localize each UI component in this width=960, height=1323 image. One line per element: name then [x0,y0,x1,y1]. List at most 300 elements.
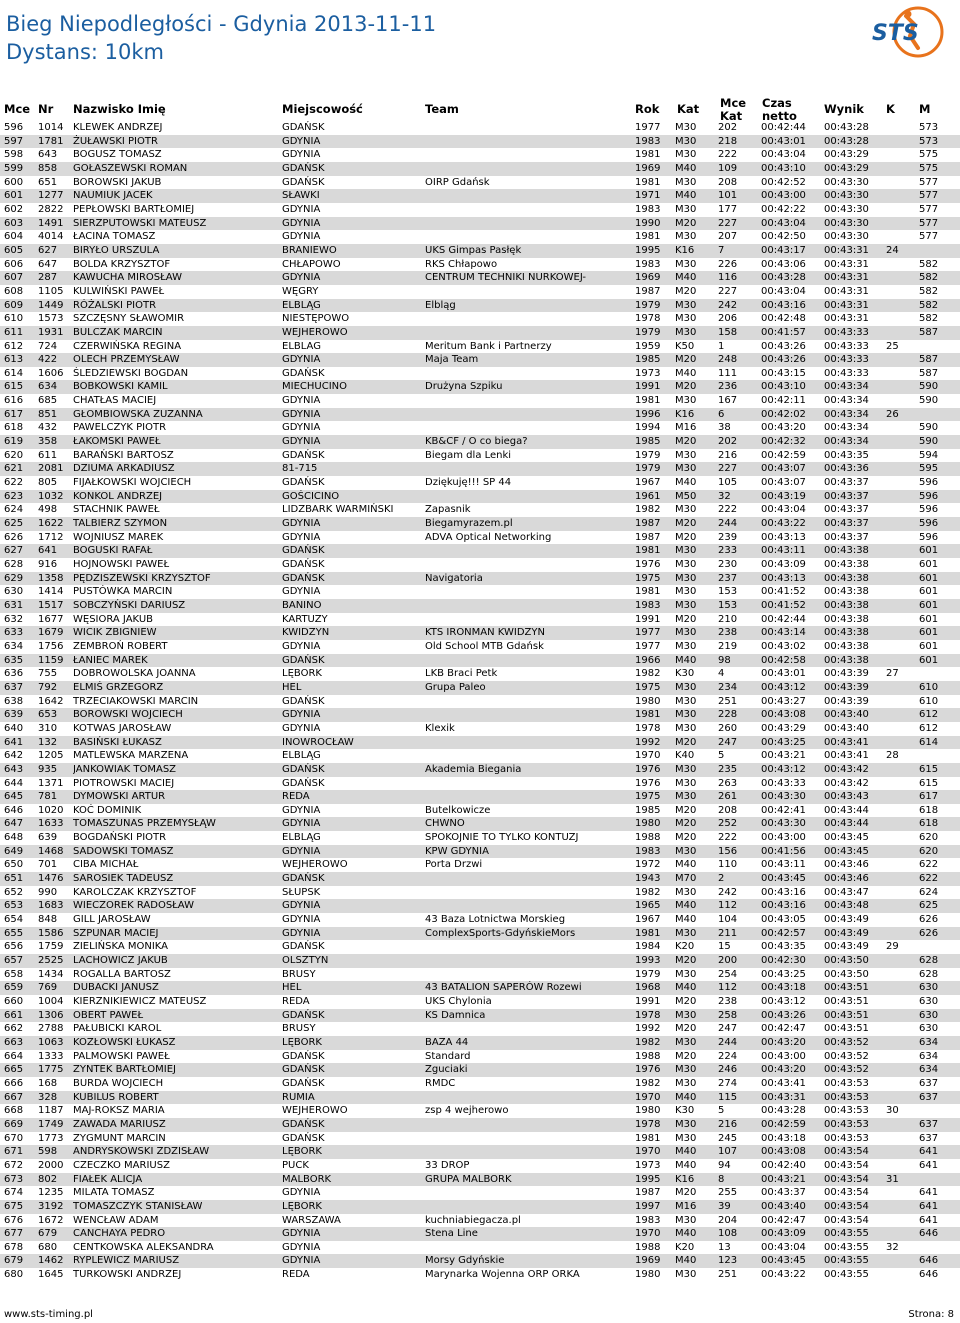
cell-cat: M20 [675,354,697,366]
cell-czas-netto: 00:43:20 [761,1064,806,1076]
cell-name: ŻUŁAWSKI PIOTR [73,135,158,147]
table-row [0,1050,960,1064]
cell-czas-netto: 00:42:48 [761,313,806,325]
cell-team: 43 Baza Lotnictwa Morskieg [425,914,566,926]
cell-year: 1969 [635,272,661,284]
cell-mce-kat: 110 [718,859,738,871]
cell-cat: K16 [675,244,695,256]
cell-city: WĘGRY [282,285,319,297]
cell-result: 00:43:38 [824,640,869,652]
cell-mce-kat: 233 [718,545,738,557]
cell-team: CENTRUM TECHNIKI NURKOWEJ- [425,272,587,284]
col-city: Miejscowość [282,102,363,116]
cell-nr: 1462 [38,1255,64,1267]
cell-mce: 599 [4,162,24,174]
cell-year: 1987 [635,285,661,297]
cell-result: 00:43:30 [824,190,869,202]
cell-m: 596 [919,531,939,543]
cell-m: 637 [919,1118,939,1130]
cell-czas-netto: 00:43:12 [761,763,806,775]
cell-mce-kat: 251 [718,1269,738,1281]
col-team: Team [425,102,459,116]
cell-m: 641 [919,1200,939,1212]
table-row [0,886,960,900]
cell-result: 00:43:38 [824,559,869,570]
cell-nr: 701 [38,859,58,871]
cell-nr: 1712 [38,531,64,543]
cell-city: GDYNIA [282,231,321,243]
cell-year: 1961 [635,490,661,502]
cell-mce: 608 [4,285,24,297]
cell-city: LĘBORK [282,1036,322,1048]
cell-mce-kat: 105 [718,477,738,489]
cell-city: GDAŃSK [282,559,325,570]
cell-result: 00:43:49 [824,927,869,939]
cell-czas-netto: 00:42:52 [761,176,806,188]
cell-name: PALMOWSKI PAWEŁ [73,1050,170,1062]
cell-name: BOGDAŃSKI PIOTR [73,832,167,844]
cell-nr: 1672 [38,1214,64,1226]
cell-czas-netto: 00:43:30 [761,818,806,830]
table-row [0,380,960,394]
cell-city: GDAŃSK [282,654,325,666]
cell-city: GDAŃSK [282,1009,325,1021]
cell-name: ZAWADA MARIUSZ [73,1118,166,1130]
cell-mce: 630 [4,586,24,598]
cell-m: 630 [919,996,939,1007]
cell-city: BRUSY [282,968,316,980]
table-row [0,189,960,203]
cell-czas-netto: 00:43:26 [761,1009,806,1021]
cell-mce-kat: 109 [718,162,738,174]
table-row [0,599,960,613]
cell-m: 575 [919,149,939,161]
cell-result: 00:43:45 [824,832,869,844]
cell-name: NAUMIUK JACEK [73,190,153,202]
cell-result: 00:43:52 [824,1064,869,1076]
cell-mce: 618 [4,422,24,434]
cell-year: 1982 [635,1077,661,1089]
cell-team: RMDC [425,1077,456,1089]
table-row [0,777,960,791]
cell-result: 00:43:50 [824,968,869,980]
cell-czas-netto: 00:42:40 [761,1159,806,1171]
cell-m: 587 [919,367,939,379]
cell-city: GDAŃSK [282,777,325,789]
cell-city: GDYNIA [282,900,321,912]
cell-year: 1982 [635,504,661,516]
cell-result: 00:43:31 [824,244,869,256]
table-row [0,1241,960,1255]
cell-result: 00:43:28 [824,135,869,147]
cell-name: WENCŁAW ADAM [73,1214,159,1226]
cell-czas-netto: 00:42:50 [761,231,806,243]
table-row [0,613,960,627]
cell-mce-kat: 224 [718,1050,738,1062]
cell-team: 43 BATALION SAPERÓW Rozewi [425,982,582,994]
cell-city: GDYNIA [282,518,321,530]
cell-city: GDAŃSK [282,449,325,461]
cell-city: GDYNIA [282,722,321,734]
cell-name: ŁAKOMSKI PAWEŁ [73,436,161,448]
cell-year: 1970 [635,1228,661,1240]
table-row [0,572,960,586]
cell-team: GRUPA MALBORK [425,1173,512,1185]
cell-mce: 623 [4,490,24,502]
cell-mce: 656 [4,941,24,953]
cell-name: WIECZOREK RADOSŁAW [73,900,194,912]
table-row [0,749,960,763]
cell-name: SIERZPUTOWSKI MATEUSZ [73,217,207,229]
footer-url[interactable]: www.sts-timing.pl [4,1309,93,1320]
cell-result: 00:43:36 [824,463,869,475]
cell-m: 622 [919,859,939,871]
cell-name: TOMASZCZYK STANISŁAW [73,1200,203,1212]
cell-year: 1982 [635,1036,661,1048]
cell-nr: 1586 [38,927,64,939]
cell-name: PAŁUBICKI KAROL [73,1023,162,1035]
cell-name: KAWUCHA MIROSŁAW [73,272,182,284]
cell-result: 00:43:54 [824,1173,869,1185]
cell-name: HOJNOWSKI PAWEŁ [73,559,170,570]
cell-city: 81-715 [282,463,318,475]
cell-mce: 636 [4,668,24,680]
cell-nr: 611 [38,449,58,461]
cell-mce-kat: 112 [718,900,738,912]
cell-cat: K20 [675,941,695,953]
cell-cat: M30 [675,299,697,311]
cell-m: 620 [919,845,939,857]
cell-nr: 1683 [38,900,64,912]
cell-m: 615 [919,777,939,789]
cell-nr: 1205 [38,750,64,762]
cell-czas-netto: 00:43:22 [761,518,806,530]
cell-year: 1988 [635,1050,661,1062]
cell-name: SZCZĘSNY SŁAWOMIR [73,313,185,325]
cell-result: 00:43:30 [824,203,869,215]
cell-m: 612 [919,709,939,721]
table-row [0,340,960,354]
cell-mce: 629 [4,572,24,584]
table-row [0,476,960,490]
cell-year: 1985 [635,354,661,366]
cell-m: 634 [919,1036,939,1048]
table-row [0,1159,960,1173]
cell-mce: 644 [4,777,24,789]
table-row [0,681,960,695]
table-row [0,968,960,982]
cell-city: GDYNIA [282,422,321,434]
cell-name: JANKOWIAK TOMASZ [73,763,177,775]
cell-nr: 653 [38,709,58,721]
results-table [0,121,960,1282]
col-mce-kat-line1: Mce [720,96,747,110]
cell-city: SŁUPSK [282,886,321,898]
cell-result: 00:43:31 [824,272,869,284]
table-row [0,326,960,340]
cell-nr: 2822 [38,203,64,215]
cell-result: 00:43:38 [824,627,869,639]
cell-czas-netto: 00:42:57 [761,927,806,939]
cell-m: 630 [919,1023,939,1035]
cell-result: 00:43:51 [824,1009,869,1021]
cell-year: 1979 [635,449,661,461]
cell-czas-netto: 00:43:14 [761,627,806,639]
cell-name: PĘDZISZEWSKI KRZYSZTOF [73,572,211,584]
cell-name: DYMOWSKI ARTUR [73,791,166,803]
cell-cat: M40 [675,914,697,926]
cell-cat: M40 [675,367,697,379]
cell-year: 1980 [635,695,661,707]
cell-cat: M16 [675,422,697,434]
cell-czas-netto: 00:43:00 [761,832,806,844]
cell-city: BRANIEWO [282,244,337,256]
cell-m: 596 [919,518,939,530]
cell-cat: M20 [675,1050,697,1062]
table-row [0,954,960,968]
cell-cat: M30 [675,176,697,188]
cell-name: ŚLEDZIEWSKI BOGDAN [73,367,189,379]
cell-nr: 1491 [38,217,64,229]
cell-czas-netto: 00:43:04 [761,1241,806,1253]
cell-m: 577 [919,231,939,243]
cell-name: KUBILUS ROBERT [73,1091,159,1103]
cell-team: LKB Braci Petk [425,668,498,680]
cell-result: 00:43:47 [824,886,869,898]
cell-mce: 620 [4,449,24,461]
table-row [0,1009,960,1023]
table-row [0,531,960,545]
cell-result: 00:43:45 [824,845,869,857]
cell-year: 1996 [635,408,661,420]
cell-cat: M20 [675,1187,697,1199]
cell-nr: 287 [38,272,58,284]
cell-city: MALBORK [282,1173,332,1185]
cell-m: 573 [919,122,939,133]
cell-czas-netto: 00:43:04 [761,504,806,516]
table-row [0,162,960,176]
cell-mce: 605 [4,244,24,256]
cell-year: 1993 [635,955,661,967]
cell-year: 1984 [635,941,661,953]
cell-m: 637 [919,1077,939,1089]
cell-m: 641 [919,1146,939,1158]
cell-name: SOBCZYŃSKI DARIUSZ [73,599,186,611]
cell-name: BOROWSKI JAKUB [73,176,162,188]
cell-m: 628 [919,968,939,980]
cell-cat: M30 [675,777,697,789]
cell-mce: 678 [4,1241,24,1253]
cell-name: KULWIŃSKI PAWEŁ [73,285,165,297]
cell-city: GDAŃSK [282,176,325,188]
cell-czas-netto: 00:43:22 [761,1269,806,1281]
cell-mce: 653 [4,900,24,912]
table-row [0,845,960,859]
table-row [0,695,960,709]
cell-nr: 358 [38,436,58,448]
table-row [0,490,960,504]
cell-mce: 657 [4,955,24,967]
cell-city: REDA [282,1269,310,1281]
cell-name: FIAŁEK ALICJA [73,1173,143,1185]
cell-mce: 621 [4,463,24,475]
cell-year: 1978 [635,313,661,325]
cell-result: 00:43:39 [824,668,869,680]
cell-city: GDAŃSK [282,1132,325,1144]
table-row [0,817,960,831]
cell-czas-netto: 00:43:09 [761,559,806,570]
cell-name: KOĆ DOMINIK [73,804,142,816]
cell-city: GDYNIA [282,1228,321,1240]
cell-cat: M30 [675,709,697,721]
cell-cat: M40 [675,1091,697,1103]
cell-result: 00:43:51 [824,1023,869,1035]
cell-team: Morsy Gdyńskie [425,1255,505,1267]
cell-name: CANCHAYA PEDRO [73,1228,166,1240]
cell-mce: 614 [4,367,24,379]
cell-mce-kat: 4 [718,668,725,680]
cell-cat: M30 [675,586,697,598]
cell-result: 00:43:49 [824,941,869,953]
cell-czas-netto: 00:43:20 [761,422,806,434]
cell-mce: 598 [4,149,24,161]
cell-cat: M20 [675,217,697,229]
cell-m: 601 [919,613,939,625]
cell-czas-netto: 00:43:37 [761,1187,806,1199]
cell-year: 1978 [635,722,661,734]
cell-mce-kat: 219 [718,640,738,652]
cell-cat: M30 [675,545,697,557]
cell-city: KWIDZYN [282,627,330,639]
cell-city: GDAŃSK [282,545,325,557]
cell-czas-netto: 00:43:17 [761,244,806,256]
cell-m: 612 [919,722,939,734]
cell-city: GDAŃSK [282,367,325,379]
cell-mce-kat: 208 [718,804,738,816]
cell-city: GDAŃSK [282,1050,325,1062]
cell-mce: 670 [4,1132,24,1144]
cell-nr: 1679 [38,627,64,639]
table-row [0,299,960,313]
cell-team: Biegamyrazem.pl [425,518,513,530]
cell-cat: M30 [675,722,697,734]
cell-city: GDYNIA [282,217,321,229]
cell-year: 1995 [635,244,661,256]
cell-cat: K16 [675,1173,695,1185]
cell-name: SADOWSKI TOMASZ [73,845,174,857]
cell-name: ŁANIEC MAREK [73,654,148,666]
cell-mce: 663 [4,1036,24,1048]
cell-city: NIESTĘPOWO [282,313,350,325]
cell-mce: 680 [4,1269,24,1281]
cell-k: 24 [886,244,899,256]
cell-nr: 935 [38,763,58,775]
cell-mce: 639 [4,709,24,721]
table-row [0,899,960,913]
cell-czas-netto: 00:41:57 [761,326,806,338]
table-row [0,1173,960,1187]
cell-cat: M30 [675,135,697,147]
cell-k: 30 [886,1105,899,1117]
cell-m: 590 [919,395,939,407]
cell-nr: 1277 [38,190,64,202]
cell-nr: 2788 [38,1023,64,1035]
cell-team: KB&CF / O co biega? [425,436,528,448]
cell-name: TOMASZUNAS PRZEMYSŁĄW [73,818,216,830]
table-row [0,763,960,777]
table-row [0,271,960,285]
cell-m: 596 [919,504,939,516]
cell-city: PUCK [282,1159,309,1171]
cell-czas-netto: 00:43:00 [761,1050,806,1062]
cell-cat: M20 [675,381,697,393]
cell-czas-netto: 00:43:16 [761,299,806,311]
cell-year: 1968 [635,982,661,994]
cell-cat: M30 [675,1214,697,1226]
cell-team: Zguciaki [425,1064,468,1076]
cell-nr: 1159 [38,654,64,666]
cell-name: ZYGMUNT MARCIN [73,1132,166,1144]
cell-mce: 638 [4,695,24,707]
cell-team: ADVA Optical Networking [425,531,552,543]
cell-nr: 422 [38,354,58,366]
cell-mce: 613 [4,354,24,366]
cell-czas-netto: 00:43:13 [761,531,806,543]
cell-year: 1994 [635,422,661,434]
cell-result: 00:43:40 [824,709,869,721]
cell-m: 617 [919,791,939,803]
cell-result: 00:43:31 [824,313,869,325]
cell-m: 601 [919,654,939,666]
cell-city: GDYNIA [282,354,321,366]
cell-czas-netto: 00:42:59 [761,1118,806,1130]
cell-m: 595 [919,463,939,475]
cell-nr: 916 [38,559,58,570]
cell-result: 00:43:29 [824,162,869,174]
cell-result: 00:43:53 [824,1077,869,1089]
cell-mce: 626 [4,531,24,543]
cell-nr: 132 [38,736,58,748]
cell-mce: 627 [4,545,24,557]
cell-nr: 598 [38,1146,58,1158]
cell-result: 00:43:53 [824,1091,869,1103]
cell-cat: K30 [675,1105,695,1117]
cell-name: TRZECIAKOWSKI MARCIN [73,695,199,707]
cell-name: WĘSIORA JAKUB [73,613,154,625]
cell-city: LĘBORK [282,1146,322,1158]
cell-mce-kat: 237 [718,572,738,584]
cell-year: 1965 [635,900,661,912]
cell-nr: 641 [38,545,58,557]
cell-mce: 615 [4,381,24,393]
cell-cat: M30 [675,1036,697,1048]
cell-mce: 597 [4,135,24,147]
cell-name: BOROWSKI WOJCIECH [73,709,183,721]
cell-nr: 1333 [38,1050,64,1062]
col-czas-line1: Czas [762,96,792,110]
cell-city: GDAŃSK [282,695,325,707]
cell-nr: 1645 [38,1269,64,1281]
cell-m: 618 [919,818,939,830]
cell-city: GDAŃSK [282,941,325,953]
cell-cat: M40 [675,1159,697,1171]
cell-cat: K30 [675,668,695,680]
cell-m: 634 [919,1050,939,1062]
cell-year: 1995 [635,1173,661,1185]
cell-czas-netto: 00:42:47 [761,1023,806,1035]
cell-czas-netto: 00:43:01 [761,668,806,680]
cell-year: 1981 [635,927,661,939]
